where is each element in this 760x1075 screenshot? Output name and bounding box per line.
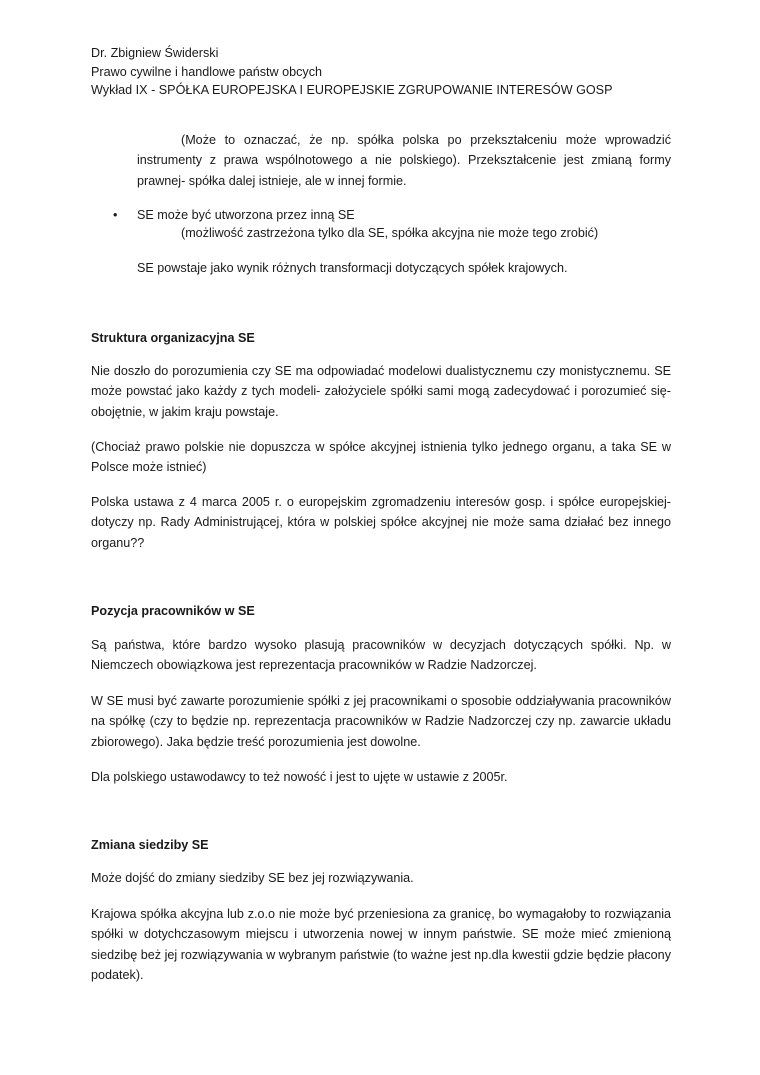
header-course: Prawo cywilne i handlowe państw obcych: [91, 64, 323, 79]
section2-paragraph-3: Dla polskiego ustawodawcy to też nowość i jest to ujęte w ustawie z 2005r.: [91, 770, 508, 784]
document-header: [91, 44, 612, 100]
section3-paragraph-2: Krajowa spółka akcyjna lub z.o.o nie może być przeniesiona za granicę, bo wymagałoby to rozwiązania spółki w dotychczasowym miejscu i utworzenia nowej w innym państwie. SE może mieć zmienioną siedzibę beż jej rozwiązywania w wybranym państwie (to ważne jest np.dla kwestii gdzie będzie płacony podatek).: [91, 907, 671, 983]
header-lecture: Wykład IX - SPÓŁKA EUROPEJSKA I EUROPEJSKIE ZGRUPOWANIE INTERESÓW GOSP: [91, 83, 613, 97]
section-heading-pracownicy: Pozycja pracowników w SE: [91, 604, 255, 618]
intro-paragraph: (Może to oznaczać, że np. spółka polska po przekształceniu może wprowadzić instrumenty z prawa wspólnotowego a nie polskiego). Przekształcenie jest zmianą formy prawnej- spółka dalej istnieje, ale w innej formie.: [137, 133, 671, 188]
section1-paragraph-3: Polska ustawa z 4 marca 2005 r. o europejskim zgromadzeniu interesów gosp. i spółce europejskiej- dotyczy np. Rady Administrującej, która w polskiej spółce akcyjnej nie może sama działać bez innego organu??: [91, 495, 671, 550]
section-heading-struktura: Struktura organizacyjna SE: [91, 331, 255, 345]
bullet-subtext: (możliwość zastrzeżona tylko dla SE, spółka akcyjna nie może tego zrobić): [181, 226, 599, 240]
bullet-item: [113, 206, 355, 224]
bullet-marker: •: [113, 208, 118, 222]
section1-paragraph-1: Nie doszło do porozumienia czy SE ma odpowiadać modelowi dualistycznemu czy monistycznemu. SE może powstać jako każdy z tych modeli- założyciele spółki sami mogą zadecydować i porozumieć się- obojętnie, w jakim kraju powstaje.: [91, 364, 671, 419]
header-author: Dr. Zbigniew Świderski: [91, 46, 219, 60]
section3-paragraph-1: Może dojść do zmiany siedziby SE bez jej rozwiązywania.: [91, 871, 414, 885]
section2-paragraph-1: Są państwa, które bardzo wysoko plasują pracowników w decyzjach dotyczących spółki. Np. w Niemczech obowiązkowa jest reprezentacja pracowników w Radzie Nadzorczej.: [91, 638, 671, 673]
intro-closing: SE powstaje jako wynik różnych transformacji dotyczących spółek krajowych.: [137, 261, 568, 275]
bullet-text: SE może być utworzona przez inną SE: [137, 208, 355, 222]
section1-paragraph-2: (Chociaż prawo polskie nie dopuszcza w spółce akcyjnej istnienia tylko jednego organu, a taka SE w Polsce może istnieć): [91, 440, 671, 475]
section-heading-siedziba: Zmiana siedziby SE: [91, 838, 209, 852]
section2-paragraph-2: W SE musi być zawarte porozumienie spółki z jej pracownikami o sposobie oddziaływania pracowników na spółkę (czy to będzie np. reprezentacja pracowników w Radzie Nadzorczej czy np. zawarcie układu zbiorowego). Jaka będzie treść porozumienia jest dowolne.: [91, 694, 671, 749]
